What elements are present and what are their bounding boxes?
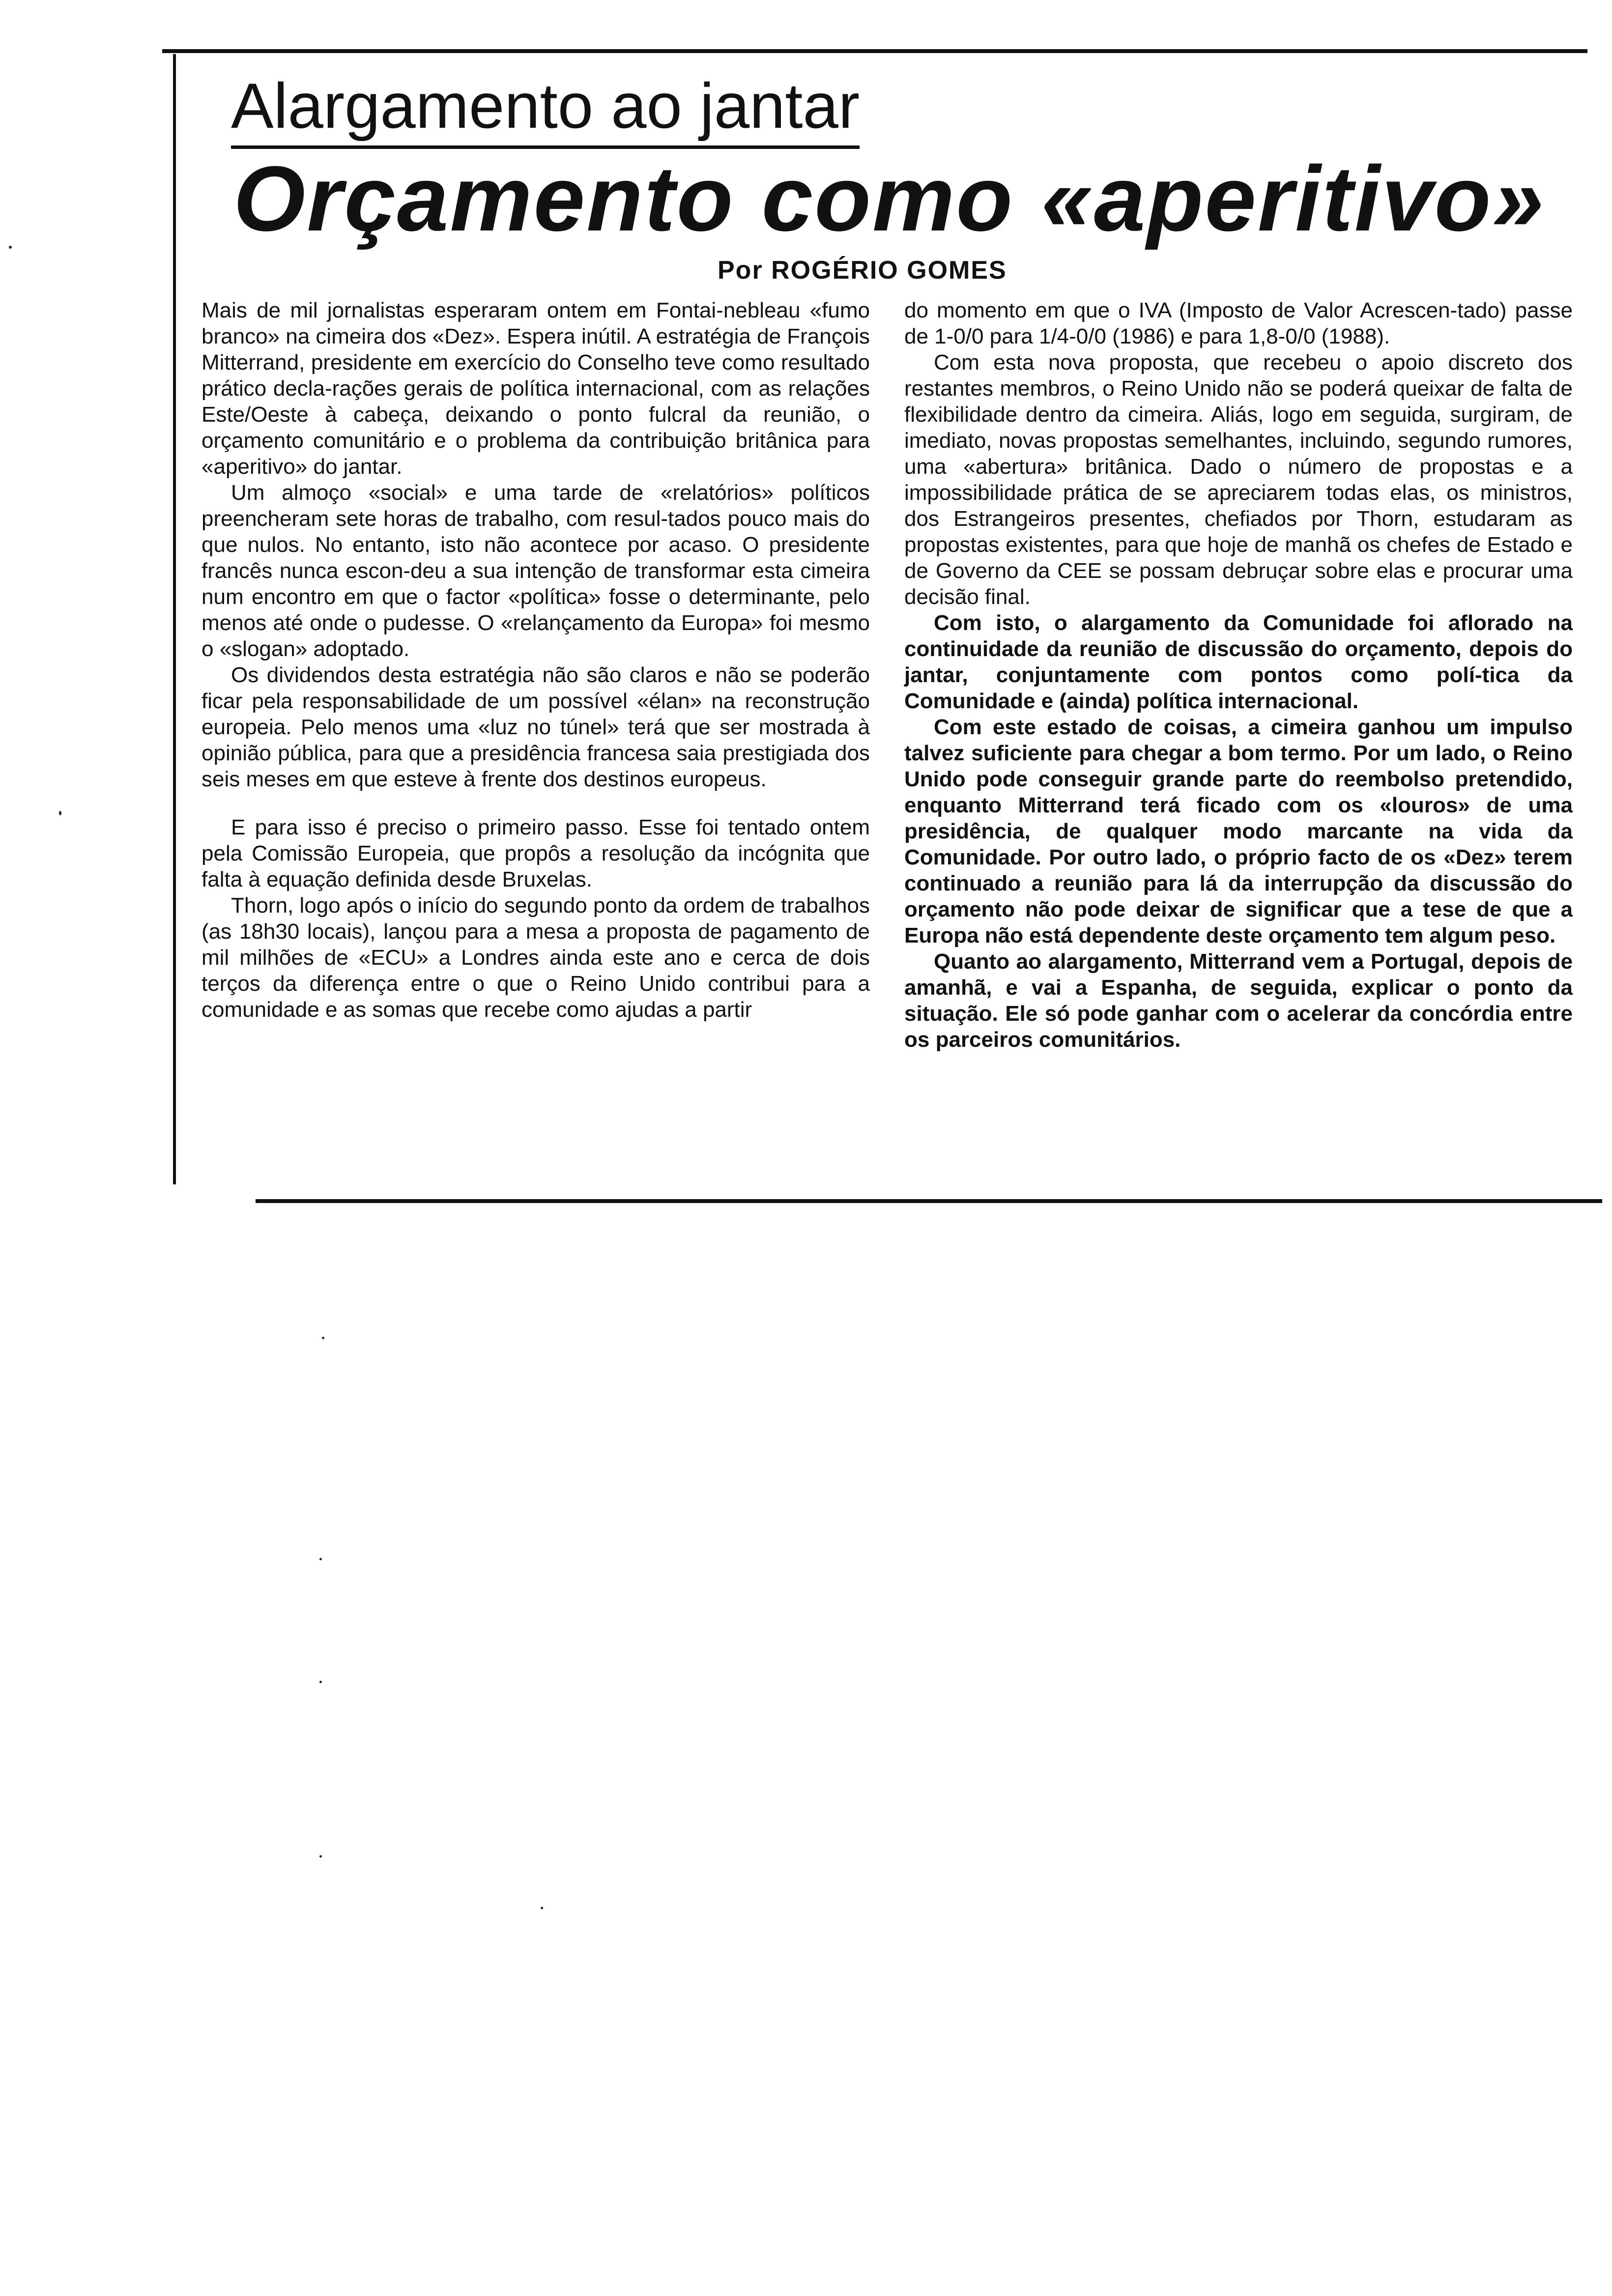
scan-speck bbox=[319, 1855, 322, 1858]
scan-speck bbox=[319, 1558, 322, 1560]
paragraph: Thorn, logo após o início do segundo ponto da ordem de trabalhos (as 18h30 locais), lançou para a mesa a proposta de pagamento de mil milhões de «ECU» a Londres ainda este ano e cerca de dois terços da diferença entre o que o Reino Unido contribui para a comunidade e as somas que recebe como ajudas a partir bbox=[202, 893, 870, 1022]
scan-speck bbox=[59, 811, 61, 815]
paragraph: do momento em que o IVA (Imposto de Valor Acrescen-tado) passe de 1-0/0 para 1/4-0/0 (1986) e para 1,8-0/0 (1988). bbox=[904, 298, 1573, 348]
top-rule bbox=[162, 49, 1587, 53]
scan-speck bbox=[319, 1681, 322, 1683]
paragraph: Quanto ao alargamento, Mitterrand vem a Portugal, depois de amanhã, e vai a Espanha, de seguida, explicar o ponto da situação. Ele só pode ganhar com o acelerar da concórdia entre os parceiros comunitários. bbox=[904, 949, 1573, 1052]
right-column bbox=[904, 297, 1573, 1053]
paragraph: Com esta nova proposta, que recebeu o apoio discreto dos restantes membros, o Reino Unido não se poderá queixar de falta de flexibilidade dentro da cimeira. Aliás, logo em seguida, surgiram, de imediato, novas propostas semelhantes, incluindo, segundo rumores, uma «abertura» britânica. Dado o número de propostas e a impossibilidade prática de se apreciarem todas elas, os ministros, dos Estrangeiros presentes, chefiados por Thorn, estudaram as propostas existentes, para que hoje de manhã os chefes de Estado e de Governo da CEE se possam debruçar sobre elas e procurar uma decisão final. bbox=[904, 350, 1573, 609]
headline: Orçamento como «aperitivo» bbox=[233, 147, 1546, 250]
scan-speck bbox=[9, 246, 12, 249]
left-margin-rule bbox=[173, 54, 176, 1184]
paragraph: Um almoço «social» e uma tarde de «relatórios» políticos preencheram sete horas de trabalho, com resul-tados pouco mais do que nulos. No entanto, isto não acontece por acaso. O presidente francês nunca escon-deu a sua intenção de transformar esta cimeira num encontro em que o factor «política» fosse o determinante, pelo menos até onde o pudesse. O «relançamento da Europa» foi mesmo o «slogan» adoptado. bbox=[202, 481, 870, 661]
paragraph: Com isto, o alargamento da Comunidade foi aflorado na continuidade da reunião de discussão do orçamento, depois do jantar, conjuntamente com pontos como polí-tica da Comunidade e (ainda) política internacional. bbox=[904, 611, 1573, 713]
kicker-title: Alargamento ao jantar bbox=[231, 74, 860, 149]
paragraph: Com este estado de coisas, a cimeira ganhou um impulso talvez suficiente para chegar a bom termo. Por um lado, o Reino Unido pode conseguir grande parte do reembolso pretendido, enquanto Mitterrand terá ficado com os «louros» de uma presidência, de qualquer modo marcante na vida da Comunidade. Por outro lado, o próprio facto de os «Dez» terem continuado a reunião para lá da interrupção da discussão do orçamento não pode deixar de significar que a tese de que a Europa não está dependente deste orçamento tem algum peso. bbox=[904, 715, 1573, 947]
byline: Por ROGÉRIO GOMES bbox=[718, 256, 1007, 285]
scan-speck bbox=[322, 1337, 324, 1339]
paragraph: E para isso é preciso o primeiro passo. Esse foi tentado ontem pela Comissão Europeia, que propôs a resolução da incógnita que falta à equação definida desde Bruxelas. bbox=[202, 815, 870, 891]
paragraph: Mais de mil jornalistas esperaram ontem em Fontai-nebleau «fumo branco» na cimeira dos «Dez». Espera inútil. A estratégia de François Mitterrand, presidente em exercício do Conselho teve como resultado prático decla-rações gerais de política internacional, com as relações Este/Oeste à cabeça, deixando o ponto fulcral da reunião, o orçamento comunitário e o problema da contribuição britânica para «aperitivo» do jantar. bbox=[202, 298, 870, 479]
scan-speck bbox=[541, 1907, 543, 1909]
bottom-rule bbox=[256, 1199, 1602, 1203]
left-column bbox=[202, 297, 870, 1023]
paragraph: Os dividendos desta estratégia não são claros e não se poderão ficar pela responsabilidade de um possível «élan» na reconstrução europeia. Pelo menos uma «luz no túnel» terá que ser mostrada à opinião pública, para que a presidência francesa saia prestigiada dos seis meses em que esteve à frente dos destinos europeus. bbox=[202, 663, 870, 791]
